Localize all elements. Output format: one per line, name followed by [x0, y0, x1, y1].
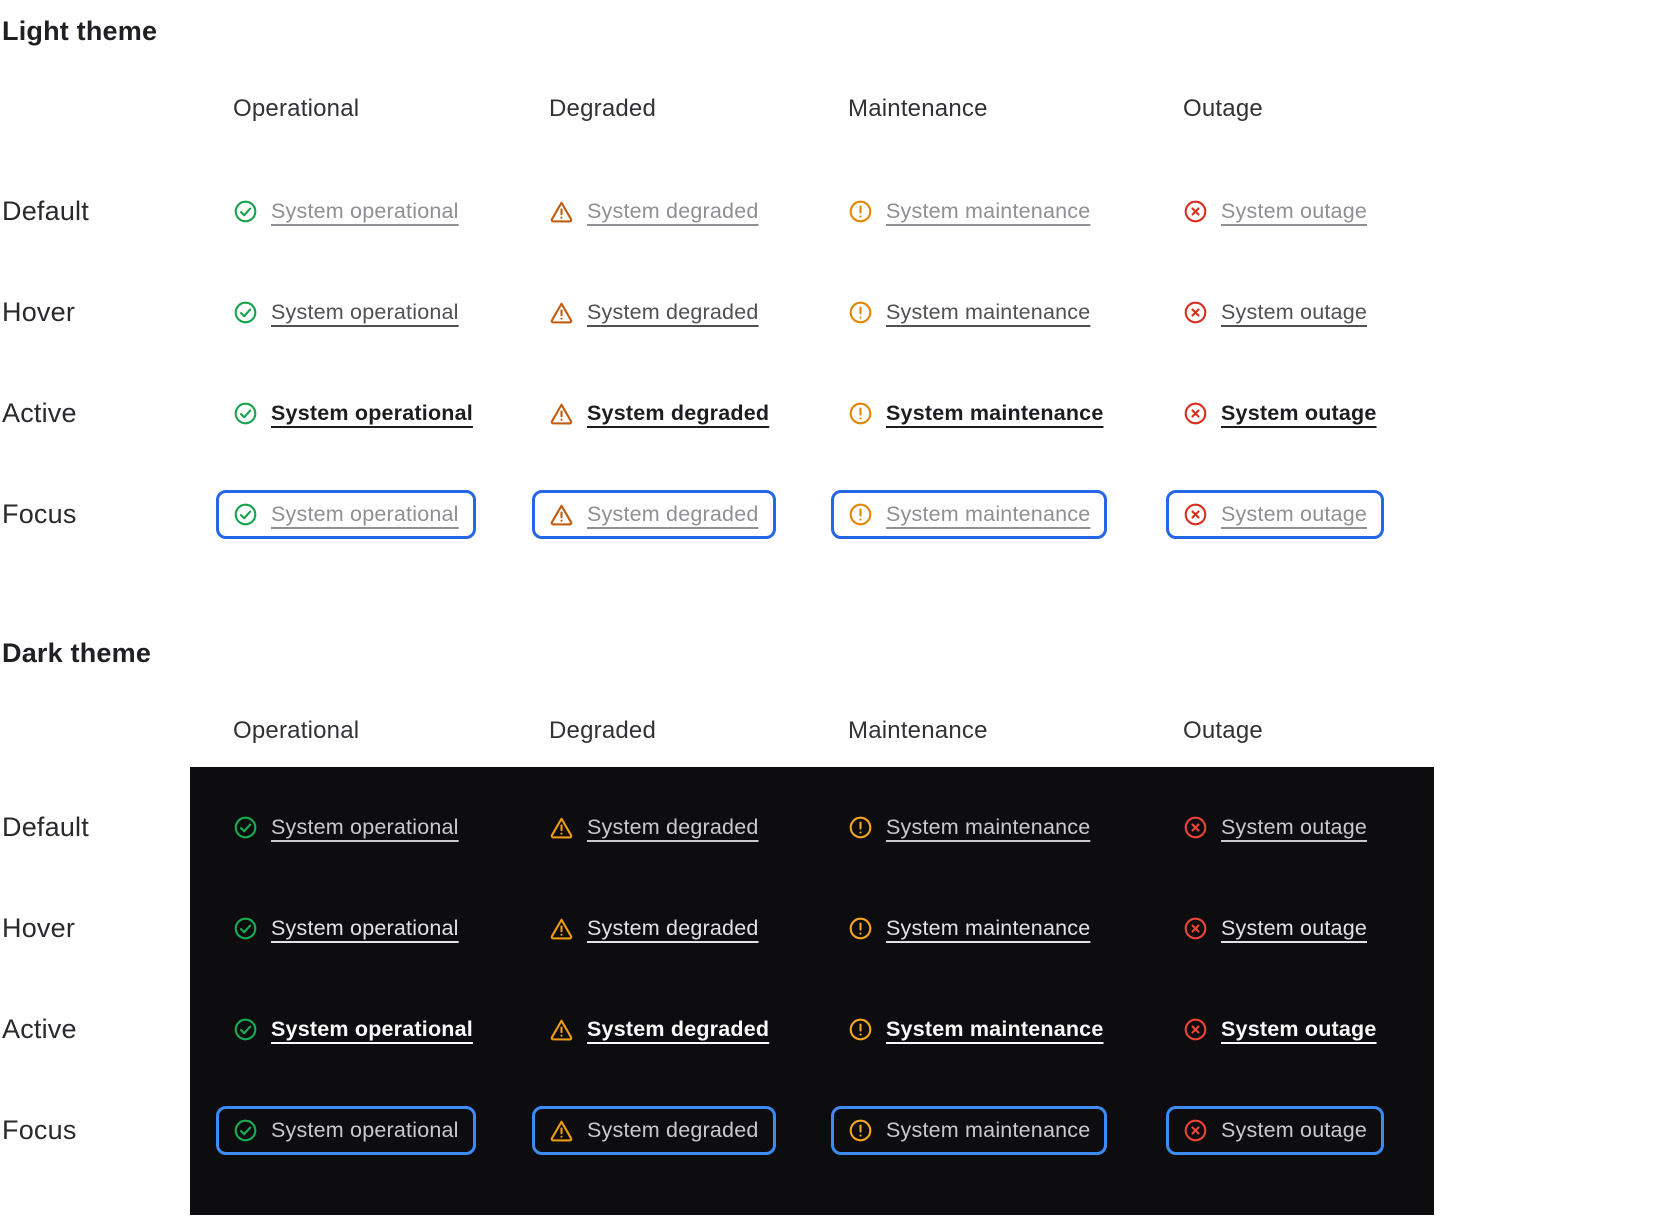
status-label: System degraded: [587, 502, 759, 526]
check-circle-icon: [233, 1017, 258, 1042]
row-label-hover: Hover: [2, 297, 76, 327]
status-label: System degraded: [587, 1017, 770, 1041]
check-circle-icon: [233, 815, 258, 840]
status-link-degraded[interactable]: [532, 389, 786, 438]
alert-circle-icon: [848, 502, 873, 527]
status-label: System maintenance: [886, 401, 1104, 425]
status-label: System degraded: [587, 401, 770, 425]
status-label: System operational: [271, 815, 459, 839]
status-link-operational[interactable]: [216, 187, 476, 236]
state-row-default: [0, 161, 1672, 262]
column-header-maintenance: Maintenance: [848, 95, 988, 122]
status-label: System outage: [1221, 1118, 1368, 1142]
status-label: System operational: [271, 401, 473, 425]
status-label: System operational: [271, 199, 459, 223]
status-link-degraded[interactable]: [532, 1005, 786, 1054]
status-link-maintenance[interactable]: [831, 288, 1107, 337]
status-link-operational[interactable]: [216, 288, 476, 337]
column-header-operational: Operational: [233, 717, 360, 744]
status-link-maintenance[interactable]: [831, 187, 1107, 236]
check-circle-icon: [233, 199, 258, 224]
status-link-degraded[interactable]: [532, 490, 776, 539]
status-label: System maintenance: [886, 916, 1091, 940]
status-link-degraded[interactable]: [532, 187, 776, 236]
row-label-focus: Focus: [2, 1115, 77, 1145]
status-label: System maintenance: [886, 300, 1091, 324]
status-link-outage[interactable]: [1166, 389, 1394, 438]
x-circle-icon: [1183, 199, 1208, 224]
light-theme-section: [0, 0, 1672, 565]
dark-theme-section: [0, 622, 1672, 1215]
x-circle-icon: [1183, 815, 1208, 840]
x-circle-icon: [1183, 401, 1208, 426]
status-link-degraded[interactable]: [532, 904, 776, 953]
row-label-hover: Hover: [2, 913, 76, 943]
state-row-focus: [0, 464, 1672, 565]
status-label: System maintenance: [886, 502, 1091, 526]
check-circle-icon: [233, 401, 258, 426]
alert-circle-icon: [848, 401, 873, 426]
row-label-active: Active: [2, 1014, 77, 1044]
status-link-maintenance[interactable]: [831, 490, 1107, 539]
status-link-degraded[interactable]: [532, 1106, 776, 1155]
warning-triangle-icon: [549, 300, 574, 325]
alert-circle-icon: [848, 199, 873, 224]
status-link-outage[interactable]: [1166, 1106, 1384, 1155]
status-label: System outage: [1221, 815, 1368, 839]
column-header-maintenance: Maintenance: [848, 717, 988, 744]
column-header-outage: Outage: [1183, 95, 1263, 122]
warning-triangle-icon: [549, 815, 574, 840]
row-label-focus: Focus: [2, 499, 77, 529]
status-label: System outage: [1221, 1017, 1377, 1041]
status-label: System maintenance: [886, 815, 1091, 839]
x-circle-icon: [1183, 502, 1208, 527]
status-label: System outage: [1221, 300, 1368, 324]
status-label: System degraded: [587, 300, 759, 324]
x-circle-icon: [1183, 300, 1208, 325]
row-label-active: Active: [2, 398, 77, 428]
state-row-hover: [0, 262, 1672, 363]
status-label: System outage: [1221, 502, 1368, 526]
status-label: System degraded: [587, 815, 759, 839]
status-link-outage[interactable]: [1166, 1005, 1394, 1054]
status-link-operational[interactable]: [216, 389, 490, 438]
status-label: System degraded: [587, 916, 759, 940]
status-link-operational[interactable]: [216, 490, 476, 539]
status-label: System outage: [1221, 916, 1368, 940]
status-link-maintenance[interactable]: [831, 1005, 1121, 1054]
status-link-maintenance[interactable]: [831, 389, 1121, 438]
state-row-active: [0, 979, 1672, 1080]
status-label: System outage: [1221, 199, 1368, 223]
status-link-maintenance[interactable]: [831, 904, 1107, 953]
alert-circle-icon: [848, 1118, 873, 1143]
status-label: System maintenance: [886, 199, 1091, 223]
row-label-default: Default: [2, 196, 89, 226]
warning-triangle-icon: [549, 502, 574, 527]
status-link-outage[interactable]: [1166, 187, 1384, 236]
state-row-default: [0, 777, 1672, 878]
warning-triangle-icon: [549, 199, 574, 224]
state-row-focus: [0, 1080, 1672, 1181]
row-label-default: Default: [2, 812, 89, 842]
status-label: System operational: [271, 300, 459, 324]
status-label: System degraded: [587, 199, 759, 223]
status-link-operational[interactable]: [216, 1005, 490, 1054]
status-link-outage[interactable]: [1166, 288, 1384, 337]
x-circle-icon: [1183, 1118, 1208, 1143]
status-label: System operational: [271, 916, 459, 940]
check-circle-icon: [233, 300, 258, 325]
section-title-light: Light theme: [2, 16, 158, 46]
status-label: System operational: [271, 502, 459, 526]
state-row-active: [0, 363, 1672, 464]
x-circle-icon: [1183, 1017, 1208, 1042]
status-link-operational[interactable]: [216, 904, 476, 953]
status-link-degraded[interactable]: [532, 803, 776, 852]
alert-circle-icon: [848, 916, 873, 941]
check-circle-icon: [233, 1118, 258, 1143]
column-header-degraded: Degraded: [549, 95, 657, 122]
state-row-hover: [0, 878, 1672, 979]
column-header-operational: Operational: [233, 95, 360, 122]
check-circle-icon: [233, 916, 258, 941]
status-label: System maintenance: [886, 1017, 1104, 1041]
section-title-dark: Dark theme: [2, 638, 152, 668]
check-circle-icon: [233, 502, 258, 527]
column-header-degraded: Degraded: [549, 717, 657, 744]
status-link-degraded[interactable]: [532, 288, 776, 337]
warning-triangle-icon: [549, 1017, 574, 1042]
alert-circle-icon: [848, 815, 873, 840]
status-link-operational[interactable]: [216, 803, 476, 852]
alert-circle-icon: [848, 1017, 873, 1042]
column-headers-light: [0, 95, 1672, 121]
status-link-operational[interactable]: [216, 1106, 476, 1155]
status-link-maintenance[interactable]: [831, 803, 1107, 852]
warning-triangle-icon: [549, 1118, 574, 1143]
status-label: System degraded: [587, 1118, 759, 1142]
warning-triangle-icon: [549, 401, 574, 426]
alert-circle-icon: [848, 300, 873, 325]
status-label: System operational: [271, 1017, 473, 1041]
status-label: System maintenance: [886, 1118, 1091, 1142]
x-circle-icon: [1183, 916, 1208, 941]
status-label: System operational: [271, 1118, 459, 1142]
status-link-maintenance[interactable]: [831, 1106, 1107, 1155]
column-header-outage: Outage: [1183, 717, 1263, 744]
column-headers-dark: [0, 717, 1672, 743]
status-link-outage[interactable]: [1166, 490, 1384, 539]
warning-triangle-icon: [549, 916, 574, 941]
status-link-outage[interactable]: [1166, 904, 1384, 953]
status-label: System outage: [1221, 401, 1377, 425]
status-link-outage[interactable]: [1166, 803, 1384, 852]
